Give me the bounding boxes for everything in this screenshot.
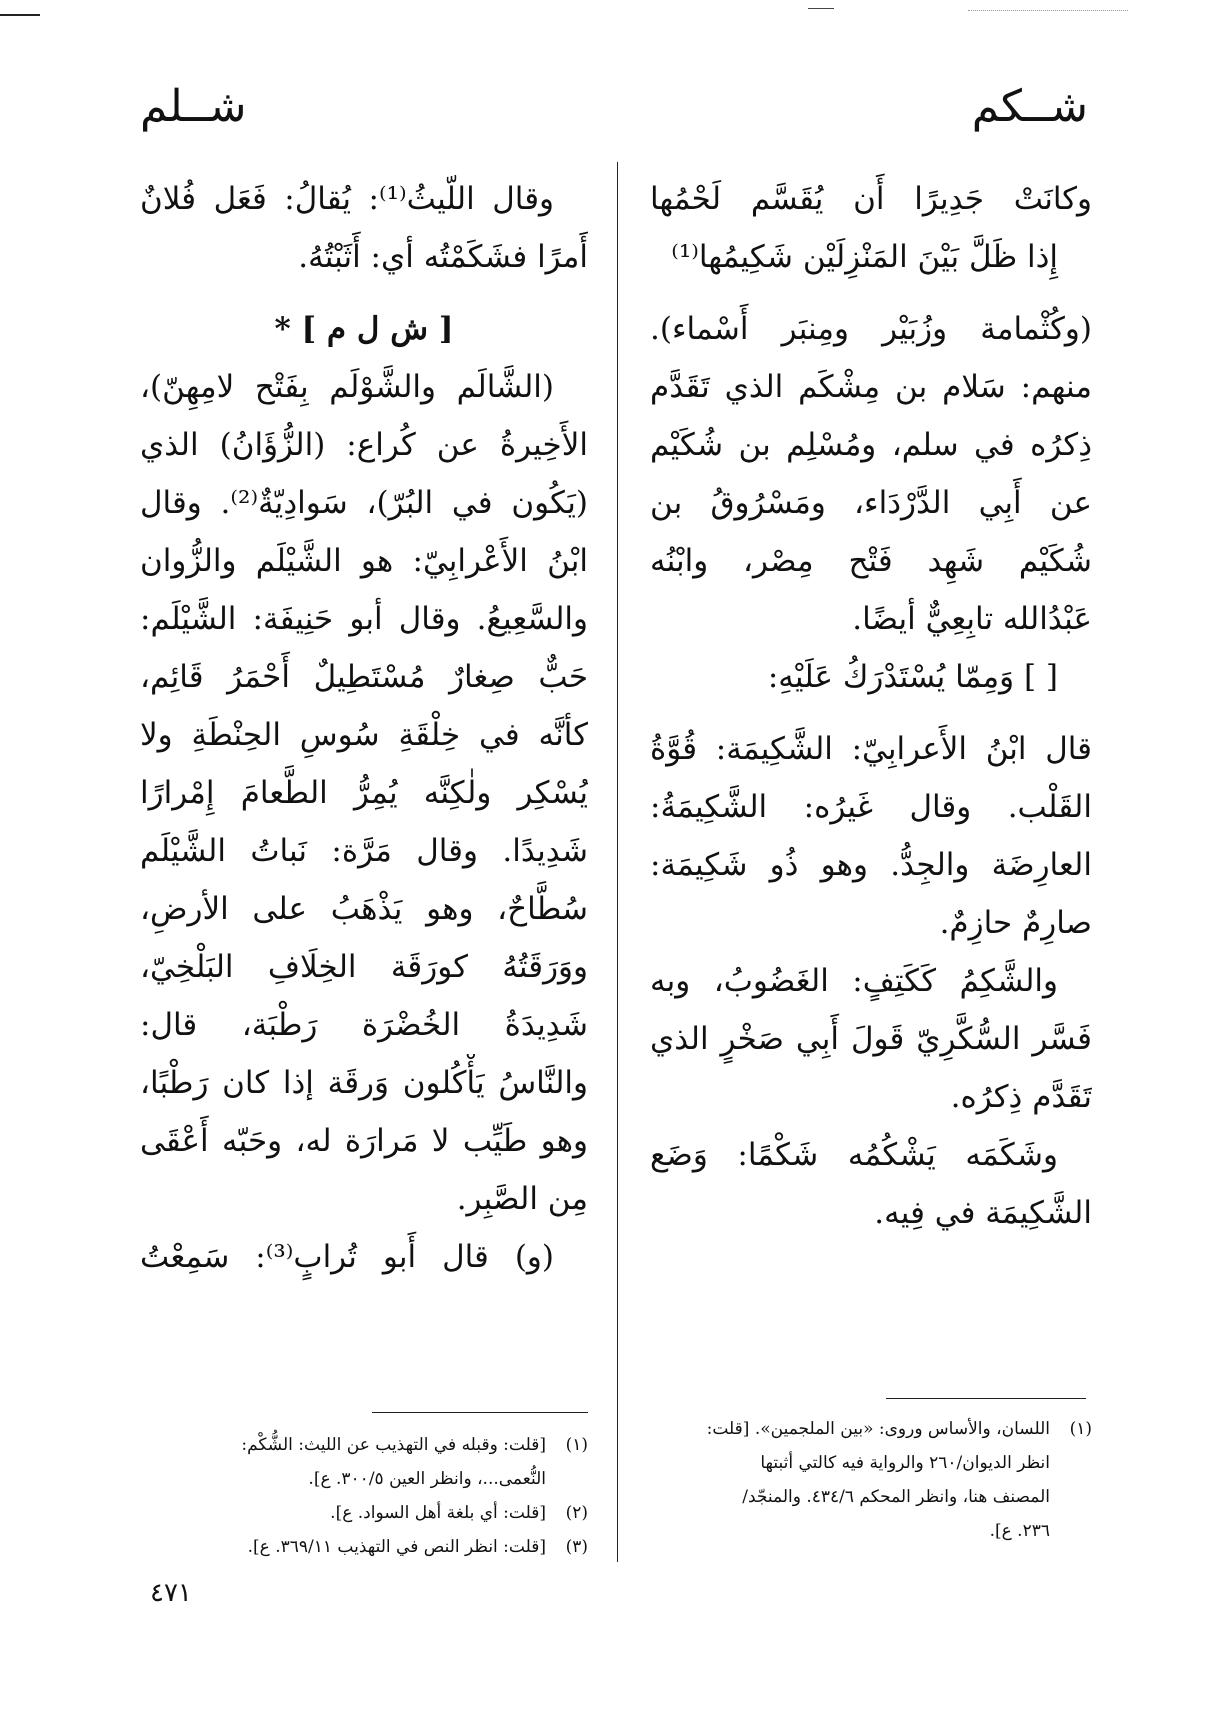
footnotes-right <box>650 1412 1092 1548</box>
footnote <box>650 1480 1092 1514</box>
text-line: (يَكُون في البُرّ)، سَوادِيّةٌ⁽²⁾. وقال <box>140 485 588 521</box>
footnote-number: (١) <box>565 1435 588 1455</box>
footnote <box>140 1530 588 1564</box>
footnote-text: [قلت: وقبله في التهذيب عن الليث: الشُّكْم: <box>241 1435 546 1455</box>
text-line: عن أَبِي الدَّرْدَاء، ومَسْرُوقُ بن <box>650 485 1092 521</box>
top-edge-rule <box>0 14 40 16</box>
footnote-rule <box>372 1412 588 1413</box>
text-line: قال ابْنُ الأَعرابِيّ: الشَّكِيمَة: قُوَّةُ <box>650 731 1092 767</box>
footnote-text: [قلت: أي بلغة أهل السواد. ع]. <box>330 1503 546 1523</box>
footnote-number: (٢) <box>565 1503 588 1523</box>
text-line: فَسَّر السُّكَّرِيّ قَولَ أَبِي صَخْرٍ الذي <box>650 1021 1092 1057</box>
entry-headword: [ ش ل م ] * <box>274 311 454 347</box>
text-line: وكانَتْ جَدِيرًا أَن يُقَسَّم لَحْمُها <box>650 181 1092 217</box>
text-line: الشَّكِيمَة في فِيه. <box>874 1195 1092 1231</box>
text-line: والسَّعِيعُ. وقال أبو حَنِيفَة: الشَّيْلَم: <box>140 601 588 637</box>
text-line: إِذا ظَلَّ بَيْنَ المَنْزِلَيْن شَكِيمُها⁽¹⁾ <box>671 239 1058 275</box>
footnote-number: (٣) <box>565 1537 588 1557</box>
footnote <box>650 1446 1092 1480</box>
text-line: حَبٌّ صِغارٌ مُسْتَطِيلٌ أَحْمَرُ قَائِم، <box>140 659 588 695</box>
text-line: سُطَّاحٌ، وهو يَذْهَبُ على الأرضِ، <box>140 891 588 927</box>
text-line: أَمرًا فشَكَمْتُه أي: أَثَبْتُهُ. <box>298 239 588 275</box>
footnote <box>650 1412 1092 1446</box>
text-line: كأنَّه في خِلْقَةِ سُوسِ الحِنْطَةِ ولا <box>140 717 588 753</box>
top-edge-mark <box>968 10 1128 11</box>
text-line: الأَخِيرةُ عن كُراع: (الزُّؤَانُ) الذي <box>140 427 588 463</box>
footnote-rule <box>886 1398 1086 1399</box>
text-line: العارِضَة والجِدُّ. وهو ذُو شَكِيمَة: <box>650 847 1092 883</box>
right-column <box>650 170 1092 1242</box>
text-line: شُكَيْم شَهِد فَتْح مِصْر، وابْنُه <box>650 543 1092 579</box>
footnote-text: النُّعمى...، وانظر العين ٣٠٠/٥. ع]. <box>308 1469 546 1489</box>
running-head-right: شــكم <box>971 81 1088 132</box>
running-head-left: شــلم <box>140 81 247 132</box>
text-line: (الشَّالَم والشَّوْلَم بِفَتْح لامِهِنّ)، <box>140 369 554 405</box>
text-line: عَبْدُالله تابِعِيٌّ أيضًا. <box>852 601 1092 637</box>
page-number: ٤٧١ <box>150 1578 192 1608</box>
text-line: القَلْب. وقال غَيرُه: الشَّكِيمَةُ: <box>650 789 1092 825</box>
text-line: تَقَدَّم ذِكرُه. <box>950 1079 1092 1115</box>
text-line: شَدِيدَةُ الخُضْرَة رَطْبَة، قال: <box>140 1007 588 1043</box>
text-line: والنَّاسُ يَأْكُلون وَرقَة إذا كان رَطْبًا، <box>140 1065 588 1101</box>
column-divider <box>617 162 618 1562</box>
text-line: وهو طَيِّب لا مَرارَة له، وحَبّه أَعْقَى <box>140 1123 588 1159</box>
footnote-text: المصنف هنا، وانظر المحكم ٤٣٤/٦. والمنجّد/ <box>742 1487 1050 1507</box>
footnote-text: ٢٣٦. ع]. <box>989 1521 1050 1541</box>
footnote <box>140 1462 588 1496</box>
text-line: وشَكَمَه يَشْكُمُه شَكْمًا: وَضَع <box>650 1137 1058 1173</box>
text-line: ذِكرُه في سلم، ومُسْلِم بن شُكَيْم <box>650 427 1092 463</box>
text-line: (وكُثْمامة وزُبَيْر ومِنبَر أَسْماء). <box>650 311 1092 347</box>
text-line: منهم: سَلام بن مِشْكَم الذي تَقَدَّم <box>650 369 1092 405</box>
top-edge-mark <box>808 8 834 9</box>
left-column <box>140 170 588 1286</box>
footnotes-left <box>140 1428 588 1564</box>
text-line: ووَرَقَتُهُ كورَقَة الخِلَافِ البَلْخِيّ، <box>140 949 588 985</box>
text-line: (و) قال أَبو تُرابٍ⁽³⁾: سَمِعْتُ <box>140 1239 554 1275</box>
footnote <box>140 1496 588 1530</box>
footnote-number: (١) <box>1069 1419 1092 1439</box>
text-line: مِن الصَّبِر. <box>456 1181 588 1217</box>
footnote-text: انظر الديوان/٢٦٠ والرواية فيه كالتي أثبتها <box>760 1453 1050 1473</box>
text-line: ابْنُ الأَعْرابِيّ: هو الشَّيْلَم والزُّوان <box>140 543 588 579</box>
text-line: صارِمٌ حازِمٌ. <box>939 905 1092 941</box>
footnote-text: [قلت: انظر النص في التهذيب ٣٦٩/١١. ع]. <box>247 1537 546 1557</box>
text-line: وقال اللّيثُ⁽¹⁾: يُقالُ: فَعَل فُلانٌ <box>140 181 554 217</box>
text-line: والشَّكِمُ كَكَتِفٍ: الغَضُوبُ، وبه <box>650 963 1058 999</box>
section-marker: [ ] وَمِمّا يُسْتَدْرَكُ عَلَيْهِ: <box>767 659 1058 695</box>
text-line: شَدِيدًا. وقال مَرَّة: نَباتُ الشَّيْلَم <box>140 833 588 869</box>
text-line: يُسْكِر ولٰكِنَّه يُمِرُّ الطَّعامَ إِمْرارًا <box>140 775 588 811</box>
footnote <box>650 1514 1092 1548</box>
footnote <box>140 1428 588 1462</box>
footnote-text: اللسان، والأساس وروى: «بين الملجمين». [قلت: <box>706 1419 1050 1439</box>
